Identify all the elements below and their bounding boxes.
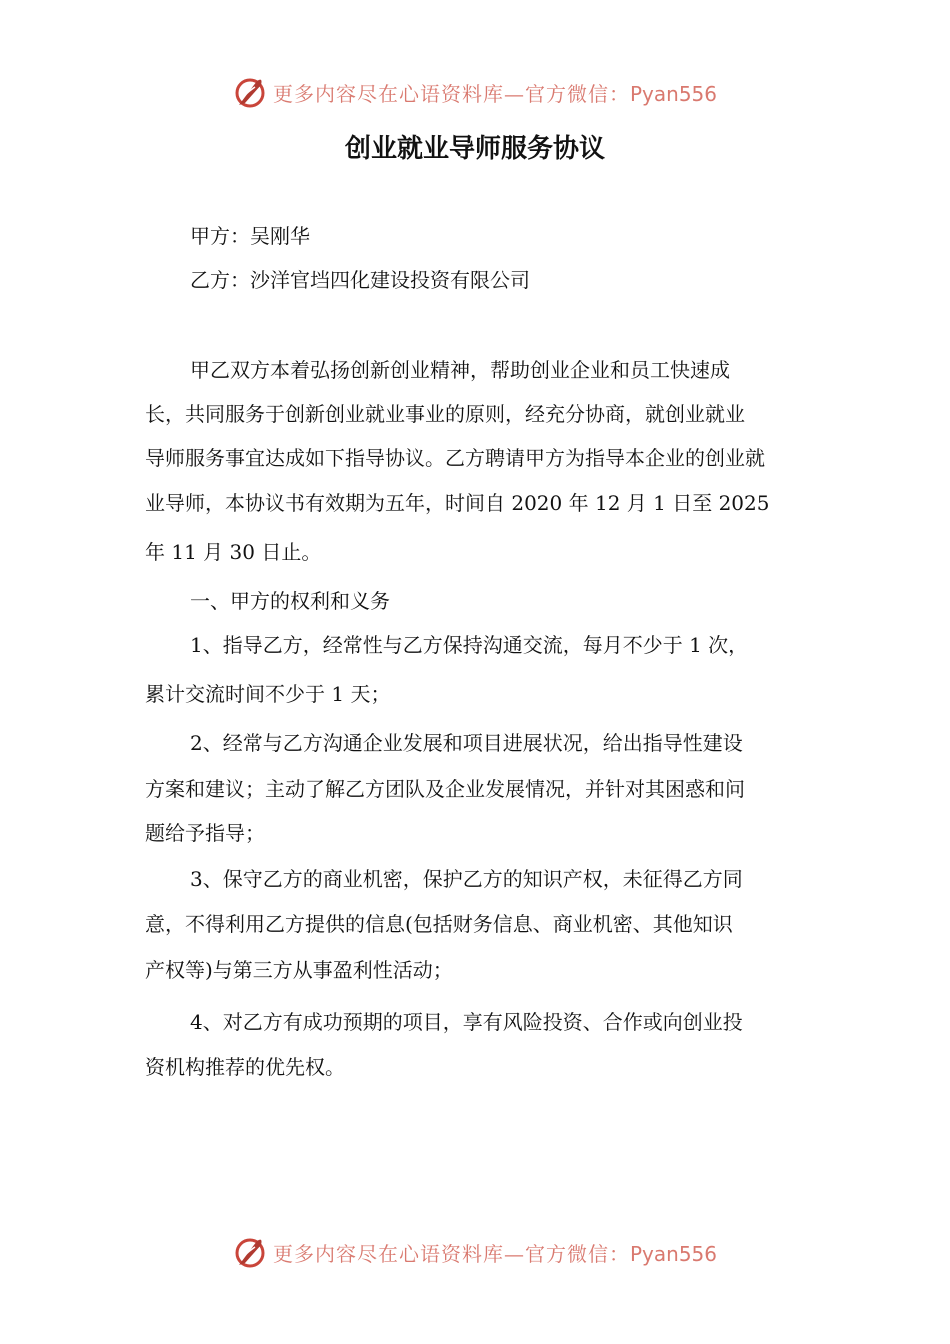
quill-circle-logo-icon	[233, 1235, 267, 1269]
body-line: 长，共同服务于创新创业就业事业的原则，经充分协商，就创业就业	[145, 402, 745, 426]
body-line: 资机构推荐的优先权。	[145, 1055, 345, 1079]
section-heading: 一、甲方的权利和义务	[190, 589, 390, 613]
party-a: 甲方：吴刚华	[190, 224, 310, 248]
quill-circle-logo-icon	[233, 75, 267, 109]
body-line: 累计交流时间不少于 1 天；	[145, 682, 391, 706]
body-line: 3、保守乙方的商业机密，保护乙方的知识产权，未征得乙方同	[190, 867, 743, 891]
body-line: 产权等)与第三方从事盈利性活动；	[145, 958, 453, 982]
party-b: 乙方：沙洋官垱四化建设投资有限公司	[190, 268, 530, 292]
watermark-text: 更多内容尽在心语资料库—官方微信：Pyan556	[272, 81, 717, 106]
body-line: 意，不得利用乙方提供的信息(包括财务信息、商业机密、其他知识	[145, 912, 733, 936]
document-title: 创业就业导师服务协议	[344, 134, 605, 164]
watermark-text: 更多内容尽在心语资料库—官方微信：Pyan556	[272, 1241, 717, 1266]
body-line: 导师服务事宜达成如下指导协议。乙方聘请甲方为指导本企业的创业就	[145, 446, 765, 470]
body-line: 1、指导乙方，经常性与乙方保持沟通交流，每月不少于 1 次，	[190, 633, 749, 657]
body-line: 业导师，本协议书有效期为五年，时间自 2020 年 12 月 1 日至 2025	[145, 491, 770, 515]
body-line: 年 11 月 30 日止。	[145, 540, 322, 564]
body-line: 题给予指导；	[145, 821, 265, 845]
header-watermark	[0, 72, 950, 112]
footer-watermark	[0, 1232, 950, 1272]
body-line: 4、对乙方有成功预期的项目，享有风险投资、合作或向创业投	[190, 1010, 743, 1034]
body-line: 甲乙双方本着弘扬创新创业精神，帮助创业企业和员工快速成	[190, 358, 730, 382]
body-line: 2、经常与乙方沟通企业发展和项目进展状况，给出指导性建设	[190, 731, 743, 755]
body-line: 方案和建议；主动了解乙方团队及企业发展情况，并针对其困惑和问	[145, 777, 745, 801]
